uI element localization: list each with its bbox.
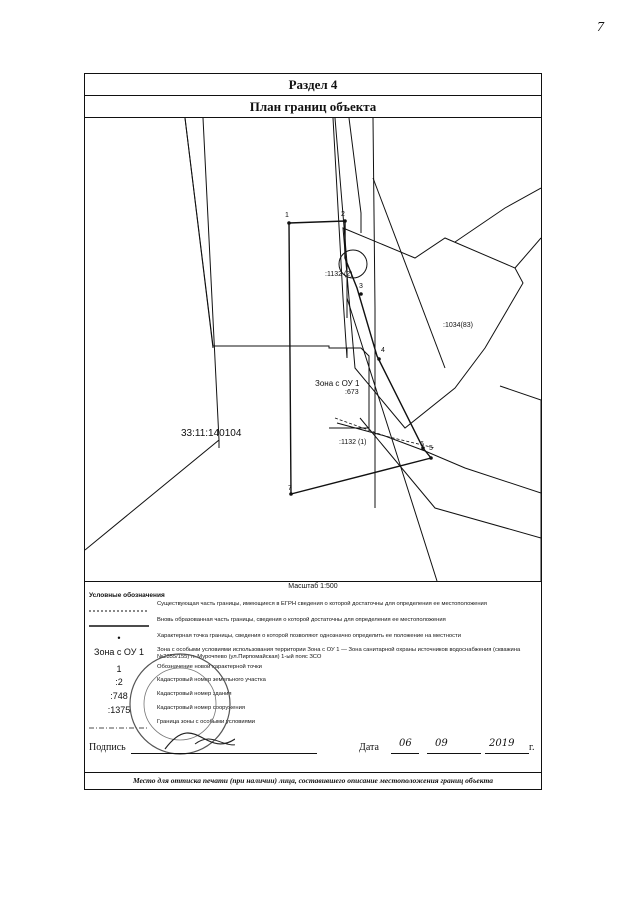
- road-strip-left: [335, 118, 347, 318]
- legend-symbol-building: :748: [110, 691, 128, 701]
- legend-text: Кадастровый номер сооружения: [157, 705, 245, 711]
- point-label-5: 5: [429, 445, 433, 452]
- point-marker-4: [377, 357, 381, 361]
- lower-right-line: [337, 423, 541, 493]
- round-stamp-icon: [125, 649, 235, 759]
- date-year-suffix: г.: [529, 742, 535, 753]
- right-edge-line: [500, 386, 541, 581]
- label-673: :673: [345, 389, 359, 396]
- legend-symbol-parcel: :2: [115, 677, 123, 687]
- date-month-line: [427, 753, 481, 754]
- point-marker-3: [359, 292, 363, 296]
- legend-item-new-boundary: [85, 617, 541, 633]
- legend-text: Характерная точка границы, сведения о которой позволяют однозначно определить ее положение на местности: [157, 633, 461, 639]
- legend-text: Кадастровый номер здания: [157, 691, 232, 697]
- point-marker-7: [289, 492, 293, 496]
- parcel-1034-outline: [343, 228, 523, 428]
- right-building-outline: [373, 178, 445, 368]
- document-frame: [84, 73, 542, 790]
- point-label-3: 3: [359, 283, 363, 290]
- zone-label: Зона с ОУ 1: [315, 379, 360, 388]
- legend-text: Обозначение новой характерной точки: [157, 664, 262, 670]
- label-1132-1: :1132 (1): [339, 439, 367, 446]
- date-month: 09: [435, 738, 448, 749]
- legend-symbol-point: •: [117, 633, 121, 643]
- point-marker-1: [287, 221, 291, 225]
- point-label-6: 6: [420, 441, 424, 448]
- right-road-edge: [455, 188, 541, 242]
- legend-text: Кадастровый номер земельного участка: [157, 677, 266, 683]
- legend-text: Зона с особыми условиями использования территории Зона с ОУ 1 — Зона санитарной охраны источников водоснабжения (скважина №2355/155) п. Мурочпево (ул.Пирпомайская) 1-ый пояс ЗСО: [157, 647, 521, 660]
- right-road-edge-2: [515, 238, 541, 268]
- point-label-7: 7: [288, 485, 292, 492]
- date-day-line: [391, 753, 419, 754]
- scale-caption: Масштаб 1:500: [85, 581, 541, 590]
- legend-text: Существующая часть границы, имеющиеся в ЕГРН сведения о которой достаточны для определения ее местоположения: [157, 601, 487, 607]
- page-number: 7: [597, 20, 604, 35]
- boundary-plan-map: [85, 118, 541, 581]
- legend-text: Граница зоны с особыми условиями: [157, 719, 255, 725]
- legend-text: Вновь образованная часть границы, сведения о которой достаточны для определения ее местоположения: [157, 617, 446, 623]
- center-bottom-line: [360, 418, 541, 538]
- legend-symbol-structure: :1375: [107, 705, 131, 715]
- legend-symbol-solid-line: [85, 620, 153, 630]
- signature-label: Подпись: [89, 742, 126, 753]
- point-marker-5: [429, 456, 433, 460]
- point-label-2: 2: [341, 211, 345, 218]
- new-boundary: [289, 221, 431, 494]
- map-drawing: [85, 118, 541, 581]
- point-marker-2: [343, 219, 347, 223]
- point-label-1: 1: [285, 212, 289, 219]
- date-label: Дата: [359, 742, 379, 753]
- road-strip-right: [349, 118, 361, 233]
- date-year: 2019: [489, 738, 515, 749]
- legend-symbol-zone: Зона с ОУ 1: [94, 647, 144, 657]
- label-1034: :1034(83): [443, 322, 473, 329]
- signature-line: [131, 753, 317, 754]
- stamp-place-footer: Место для оттиска печати (при наличии) лица, составившего описание местоположения границ объекта: [85, 772, 541, 785]
- legend-symbol-number: 1: [116, 664, 122, 674]
- block-label: 33:11:140104: [181, 428, 242, 439]
- legend-symbol-dashed-line: [85, 605, 153, 615]
- zone-vertical-line: [373, 118, 375, 508]
- date-day: 06: [399, 738, 412, 749]
- parcel-edge-left: [85, 118, 219, 550]
- legend-item-existing-boundary: [85, 601, 541, 617]
- plan-title: План границ объекта: [85, 96, 541, 118]
- point-label-4: 4: [381, 347, 385, 354]
- section-title: Раздел 4: [85, 74, 541, 96]
- legend-title: Условные обозначения: [89, 592, 165, 599]
- label-1132-2: :1132 (2): [325, 271, 353, 278]
- date-year-line: [485, 753, 529, 754]
